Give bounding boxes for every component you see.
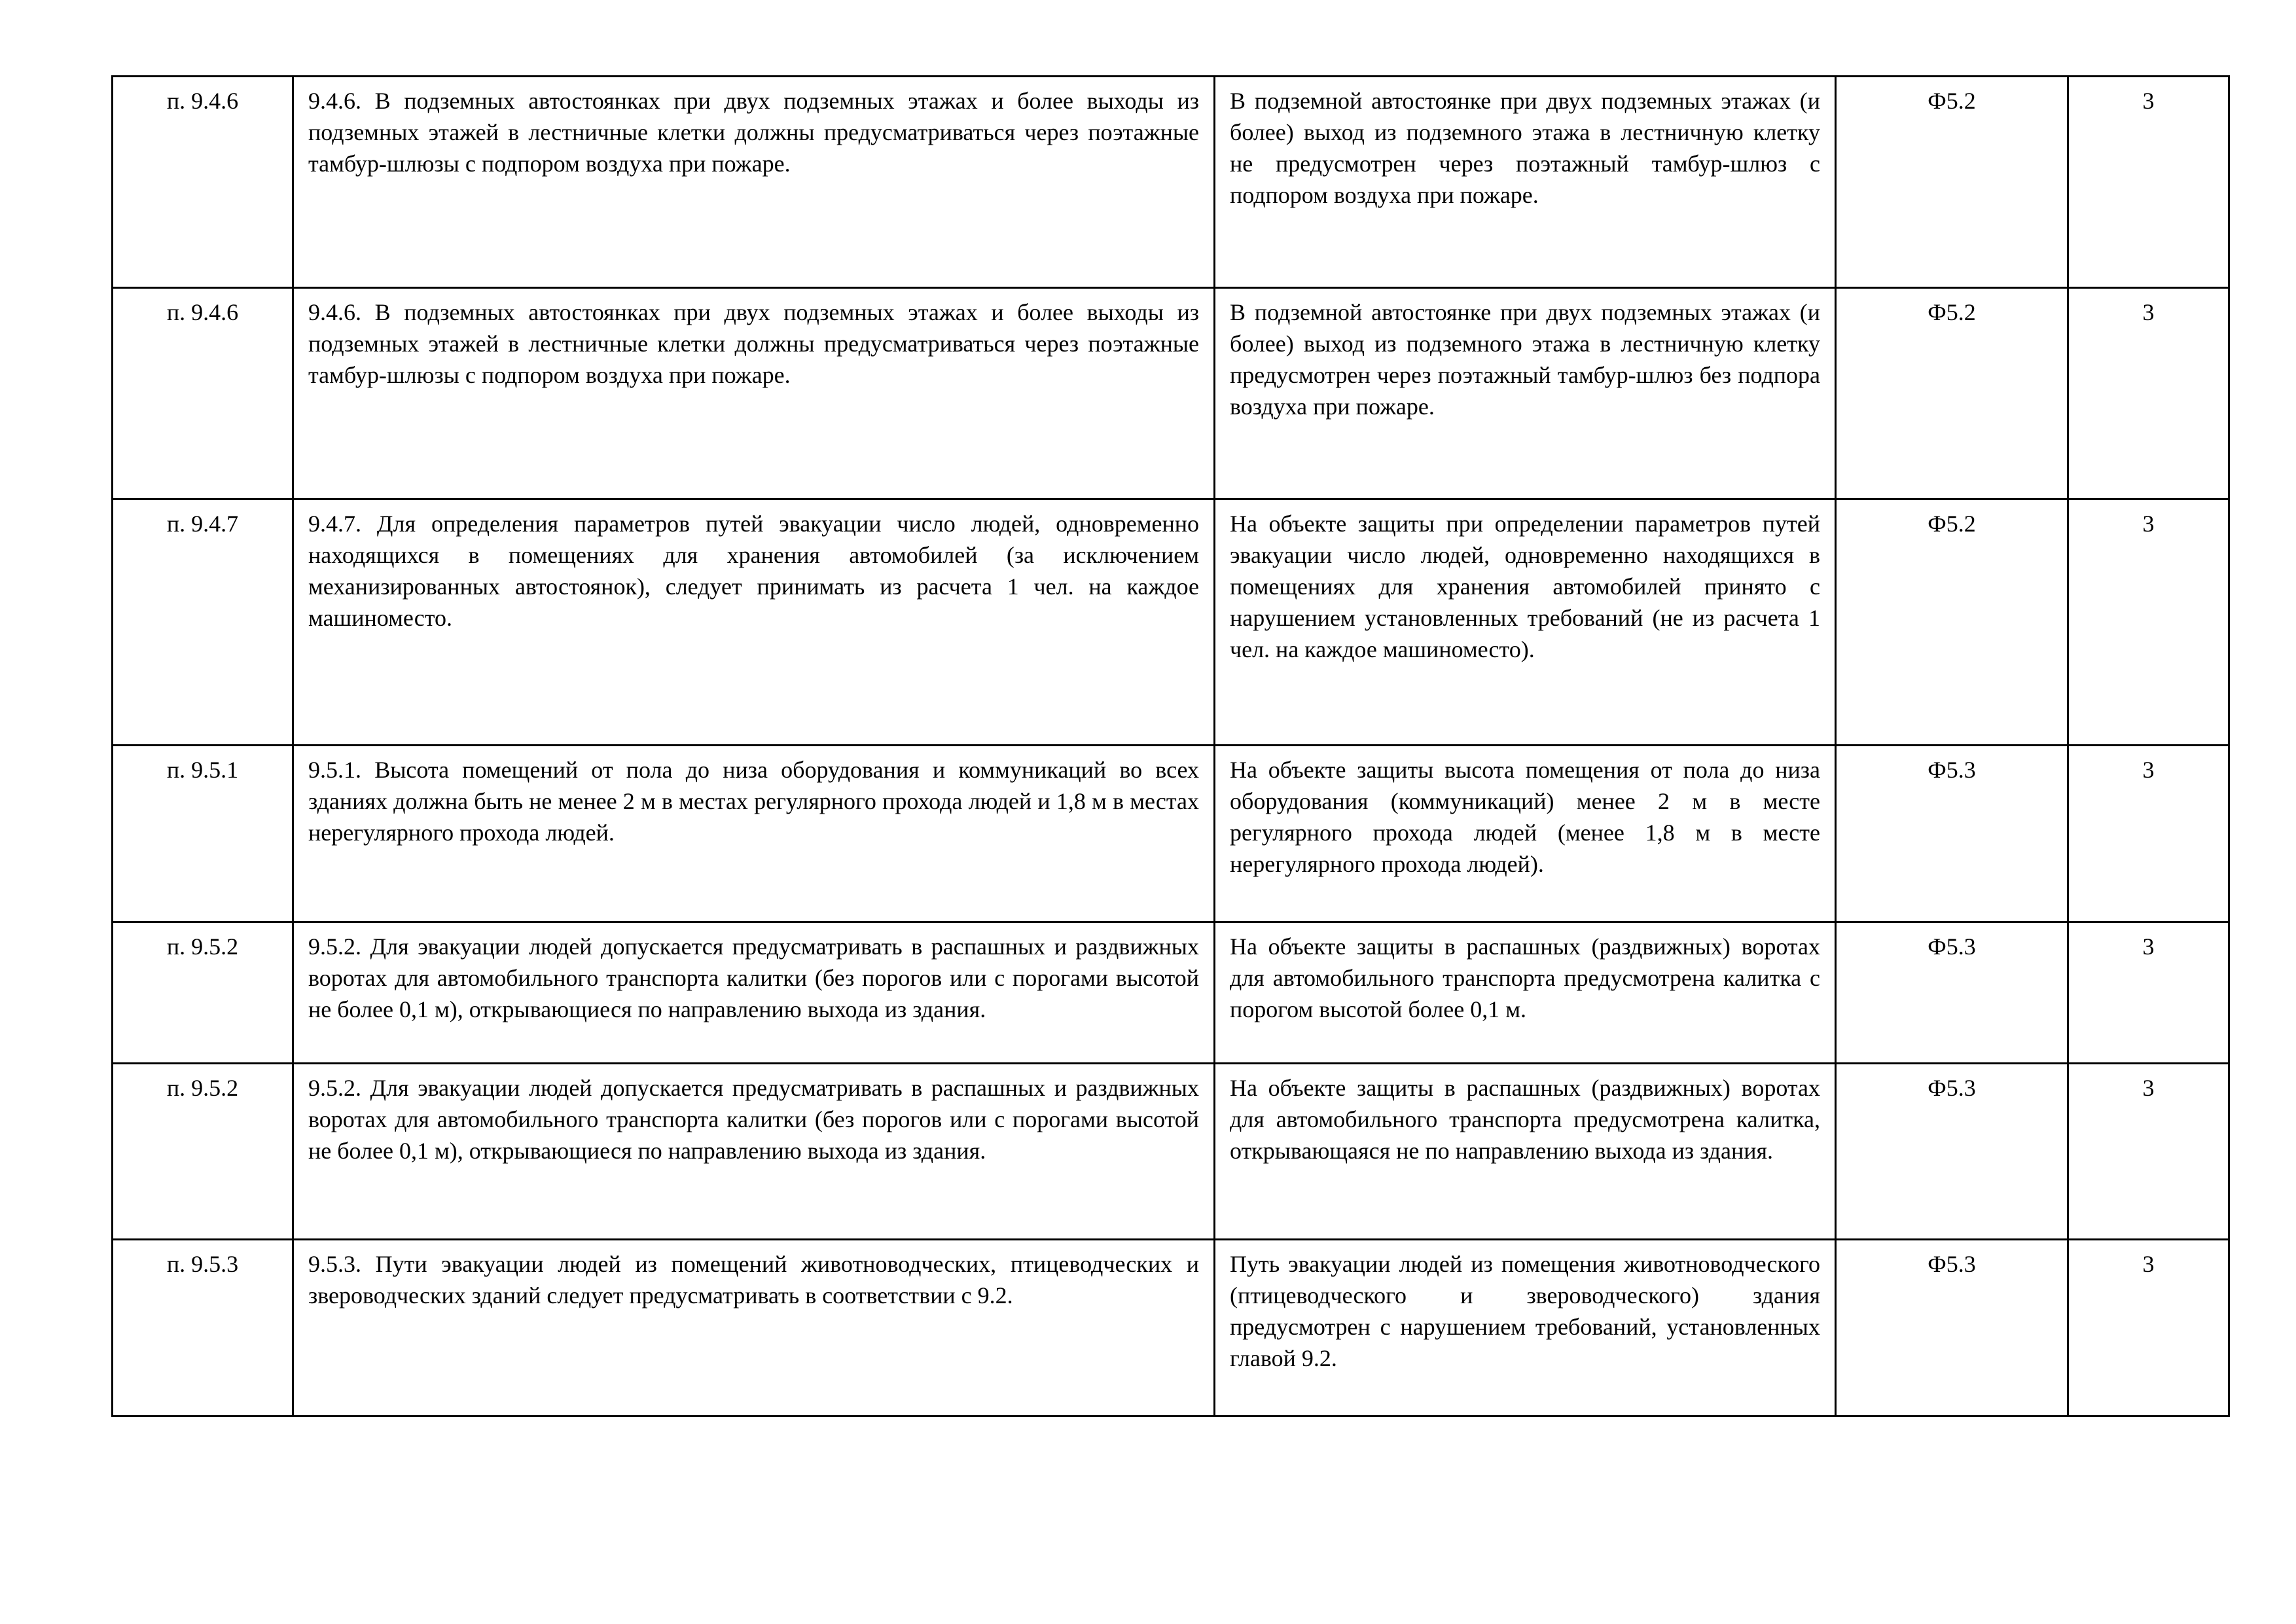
category-cell: 3: [2068, 746, 2229, 922]
category-cell: 3: [2068, 1064, 2229, 1240]
table-row: [113, 1064, 2229, 1240]
hazard-class-cell: Ф5.3: [1836, 1064, 2068, 1240]
clause-cell: п. 9.5.1: [113, 746, 293, 922]
hazard-class-cell: Ф5.2: [1836, 499, 2068, 746]
category-cell: 3: [2068, 499, 2229, 746]
requirement-cell: 9.5.2. Для эвакуации людей допускается предусматривать в распашных и раздвижных воротах для автомобильного транспорта калитки (без порогов или с порогами высотой не более 0,1 м), открывающиеся по направлению выхода из здания.: [293, 922, 1215, 1064]
violation-cell: На объекте защиты в распашных (раздвижных) воротах для автомобильного транспорта предусмотрена калитка с порогом высотой более 0,1 м.: [1215, 922, 1836, 1064]
requirements-table: [111, 75, 2230, 1417]
category-cell: 3: [2068, 288, 2229, 499]
category-cell: 3: [2068, 77, 2229, 288]
hazard-class-cell: Ф5.2: [1836, 288, 2068, 499]
hazard-class-cell: Ф5.3: [1836, 922, 2068, 1064]
clause-cell: п. 9.4.6: [113, 77, 293, 288]
clause-cell: п. 9.5.2: [113, 922, 293, 1064]
requirement-cell: 9.5.1. Высота помещений от пола до низа оборудования и коммуникаций во всех зданиях должна быть не менее 2 м в местах регулярного прохода людей и 1,8 м в местах нерегулярного прохода людей.: [293, 746, 1215, 922]
table-row: [113, 288, 2229, 499]
table-row: [113, 746, 2229, 922]
clause-cell: п. 9.5.2: [113, 1064, 293, 1240]
requirement-cell: 9.4.6. В подземных автостоянках при двух подземных этажах и более выходы из подземных этажей в лестничные клетки должны предусматриваться через поэтажные тамбур-шлюзы с подпором воздуха при пожаре.: [293, 288, 1215, 499]
hazard-class-cell: Ф5.3: [1836, 1240, 2068, 1416]
category-cell: 3: [2068, 1240, 2229, 1416]
category-cell: 3: [2068, 922, 2229, 1064]
table-row: [113, 499, 2229, 746]
table-row: [113, 1240, 2229, 1416]
clause-cell: п. 9.4.7: [113, 499, 293, 746]
violation-cell: В подземной автостоянке при двух подземных этажах (и более) выход из подземного этажа в лестничную клетку не предусмотрен через поэтажный тамбур-шлюз с подпором воздуха при пожаре.: [1215, 77, 1836, 288]
violation-cell: В подземной автостоянке при двух подземных этажах (и более) выход из подземного этажа в лестничную клетку предусмотрен через поэтажный тамбур-шлюз без подпора воздуха при пожаре.: [1215, 288, 1836, 499]
requirement-cell: 9.4.7. Для определения параметров путей эвакуации число людей, одновременно находящихся в помещениях для хранения автомобилей (за исключением механизированных автостоянок), следует принимать из расчета 1 чел. на каждое машиноместо.: [293, 499, 1215, 746]
clause-cell: п. 9.4.6: [113, 288, 293, 499]
requirement-cell: 9.4.6. В подземных автостоянках при двух подземных этажах и более выходы из подземных этажей в лестничные клетки должны предусматриваться через поэтажные тамбур-шлюзы с подпором воздуха при пожаре.: [293, 77, 1215, 288]
table-row: [113, 922, 2229, 1064]
violation-cell: На объекте защиты высота помещения от пола до низа оборудования (коммуникаций) менее 2 м в месте регулярного прохода людей (менее 1,8 м в месте нерегулярного прохода людей).: [1215, 746, 1836, 922]
requirement-cell: 9.5.3. Пути эвакуации людей из помещений животноводческих, птицеводческих и звероводческих зданий следует предусматривать в соответствии с 9.2.: [293, 1240, 1215, 1416]
table-row: [113, 77, 2229, 288]
hazard-class-cell: Ф5.2: [1836, 77, 2068, 288]
violation-cell: На объекте защиты при определении параметров путей эвакуации число людей, одновременно находящихся в помещениях для хранения автомобилей принято с нарушением установленных требований (не из расчета 1 чел. на каждое машиноместо).: [1215, 499, 1836, 746]
violation-cell: Путь эвакуации людей из помещения животноводческого (птицеводческого и звероводческого) здания предусмотрен с нарушением требований, установленных главой 9.2.: [1215, 1240, 1836, 1416]
requirement-cell: 9.5.2. Для эвакуации людей допускается предусматривать в распашных и раздвижных воротах для автомобильного транспорта калитки (без порогов или с порогами высотой не более 0,1 м), открывающиеся по направлению выхода из здания.: [293, 1064, 1215, 1240]
clause-cell: п. 9.5.3: [113, 1240, 293, 1416]
violation-cell: На объекте защиты в распашных (раздвижных) воротах для автомобильного транспорта предусмотрена калитка, открывающаяся не по направлению выхода из здания.: [1215, 1064, 1836, 1240]
hazard-class-cell: Ф5.3: [1836, 746, 2068, 922]
